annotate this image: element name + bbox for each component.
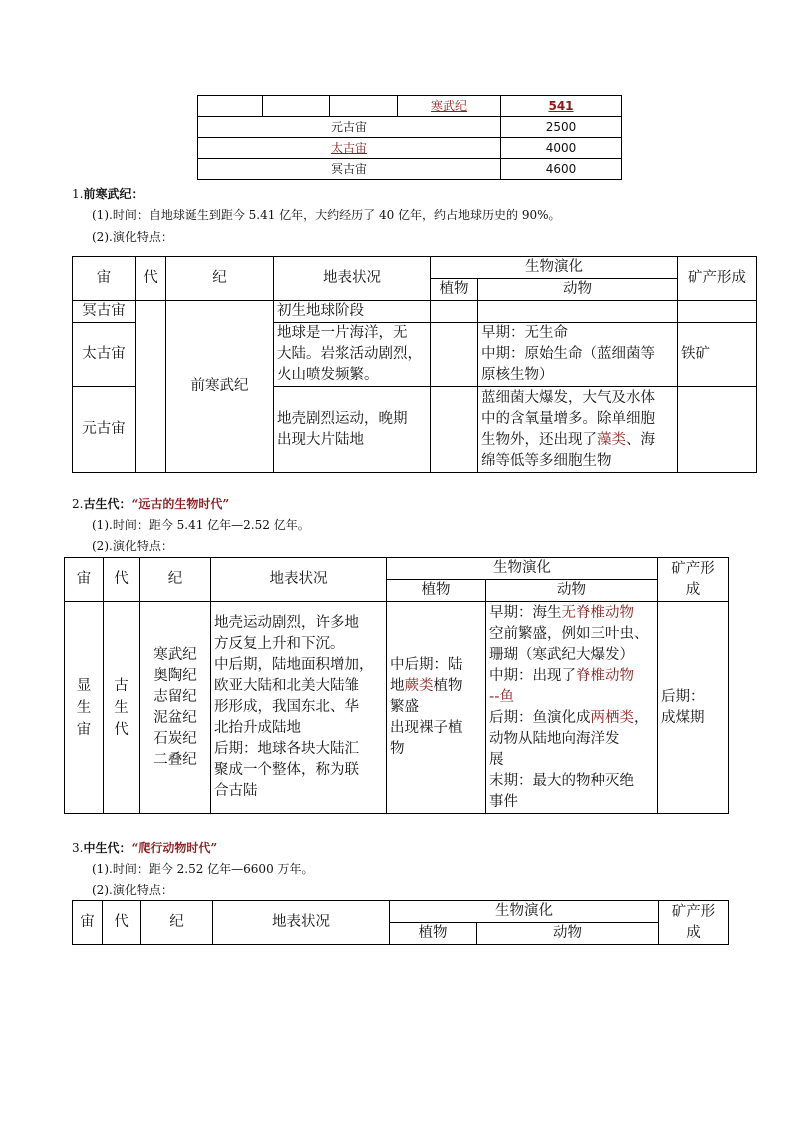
header-era: 代 (136, 257, 166, 301)
section2-features: (2).演化特点： (92, 539, 173, 553)
paleozoic-periods (140, 602, 211, 814)
era-empty (136, 301, 166, 473)
text-line: 显 (76, 677, 92, 694)
eon-hadean: 冥古宙 (198, 159, 501, 180)
text-line: 矿产形 (671, 903, 716, 920)
hadean-value: 4600 (501, 159, 622, 180)
archean-mineral: 铁矿 (678, 323, 757, 387)
header-bio: 生物演化 (390, 901, 659, 923)
period-item: 志留纪 (153, 688, 197, 705)
text-line: 蓝细菌大爆发，大气及水体 (481, 389, 655, 406)
text-line: 合古陆 (214, 783, 258, 799)
text-line: 北抬升成陆地 (214, 720, 301, 736)
period-item: 石炭纪 (153, 730, 197, 747)
header-surface: 地表状况 (213, 901, 390, 945)
text-line: 古 (114, 677, 129, 694)
text-line: 矿产形 (671, 560, 715, 577)
eon-archean: 太古宙 (73, 323, 136, 387)
hadean-surface: 初生地球阶段 (274, 301, 431, 323)
text-line: 中的含氧量增多。除单细胞 (481, 410, 655, 427)
paleozoic-surface (211, 602, 387, 814)
paleozoic-animals (486, 602, 658, 814)
empty-cell (263, 96, 330, 117)
era-paleozoic (104, 602, 140, 814)
text-line: 展 (489, 751, 504, 768)
section1-time: (1).时间：自地球诞生到距今 5.41 亿年，大约经历了 40 亿年，约占地球历史的 90%。 (92, 208, 561, 222)
section2-time: (1).时间：距今 5.41 亿年—2.52 亿年。 (92, 518, 310, 532)
proterozoic-animals (478, 387, 678, 473)
archean-plants (431, 323, 478, 387)
hadean-plants (431, 301, 478, 323)
text-span: 生物外，还出现了 (481, 431, 597, 448)
header-eon: 宙 (65, 558, 104, 602)
text-line: 繁盛 (390, 699, 419, 715)
section1-features: (2).演化特点： (92, 230, 173, 244)
section2-heading (72, 496, 229, 512)
mesozoic-table (72, 900, 729, 945)
empty-cell (198, 96, 263, 117)
period-precambrian: 前寒武纪 (166, 301, 274, 473)
header-era: 代 (104, 558, 140, 602)
text-span: 地 (390, 678, 405, 694)
section2-number: 2. (72, 497, 84, 511)
text-span: 后期：鱼演化成 (489, 709, 591, 726)
header-era: 代 (103, 901, 141, 945)
text-line: 中后期，陆地面积增加， (214, 657, 374, 673)
period-item: 寒武纪 (153, 646, 197, 663)
header-period: 纪 (141, 901, 213, 945)
section1-heading (72, 186, 143, 202)
section3-quote: “爬行动物时代” (131, 841, 218, 855)
text-line: 生 (76, 699, 92, 716)
highlight-amphibians: 两栖类 (590, 709, 634, 726)
text-line: 大陆。岩浆活动剧烈， (277, 346, 422, 362)
eon-phanerozoic (65, 602, 104, 814)
header-period: 纪 (140, 558, 211, 602)
header-bio: 生物演化 (431, 257, 678, 279)
period-item: 泥盆纪 (153, 709, 197, 726)
eon-archean: 太古宙 (198, 138, 501, 159)
text-line: 地球是一片海洋，无 (277, 325, 408, 341)
text-line: 成煤期 (661, 709, 705, 726)
section3-heading (72, 840, 217, 856)
header-surface: 地表状况 (211, 558, 387, 602)
proterozoic-value: 2500 (501, 117, 622, 138)
header-mineral (658, 558, 729, 602)
text-line: 地壳运动剧烈，许多地 (214, 615, 359, 631)
text-line (489, 666, 654, 687)
text-line: 绵等低等多细胞生物 (481, 452, 612, 469)
text-line: 中期：原始生命（蓝细菌等 (481, 346, 655, 362)
highlight-vertebrates: 脊椎动物 (576, 667, 634, 684)
section3-features: (2).演化特点： (92, 883, 173, 897)
section3-number: 3. (72, 841, 84, 855)
header-eon: 宙 (73, 901, 103, 945)
text-line (489, 708, 654, 729)
archean-animals (478, 323, 678, 387)
period-item: 二叠纪 (153, 751, 197, 768)
text-line: 末期：最大的物种灭绝 (489, 772, 634, 789)
text-line: 空前繁盛，例如三叶虫、 (489, 625, 649, 642)
highlight-invertebrates: 无脊椎动物 (561, 604, 634, 621)
header-surface: 地表状况 (274, 257, 431, 301)
text-line: 成 (685, 581, 701, 598)
header-mineral (659, 901, 729, 945)
text-line: 事件 (489, 793, 518, 810)
header-animals: 动物 (478, 279, 678, 301)
paleozoic-mineral (658, 602, 729, 814)
text-span: 、海 (626, 431, 655, 448)
text-line: 宙 (76, 721, 92, 738)
highlight-fish: --鱼 (489, 688, 514, 705)
proterozoic-mineral (678, 387, 757, 473)
text-line: 珊瑚（寒武纪大爆发） (489, 646, 634, 663)
highlight-algae: 藻类 (597, 431, 626, 448)
text-line: 原核生物） (481, 367, 554, 383)
header-bio: 生物演化 (387, 558, 658, 580)
paleozoic-plants (387, 602, 486, 814)
text-line: 生 (114, 699, 129, 716)
section3-time: (1).时间：距今 2.52 亿年—6600 万年。 (92, 862, 314, 876)
archean-surface (274, 323, 431, 387)
text-span: 早期：海生 (489, 604, 562, 621)
text-line: 成 (686, 924, 701, 941)
text-line: 出现裸子植 (390, 720, 463, 736)
header-plants: 植物 (431, 279, 478, 301)
header-eon: 宙 (73, 257, 136, 301)
section2-quote: “远古的生物时代” (131, 497, 230, 511)
text-span: 植物 (433, 678, 463, 694)
proterozoic-plants (431, 387, 478, 473)
text-line (390, 676, 482, 697)
header-plants: 植物 (390, 923, 477, 945)
hadean-animals (478, 301, 678, 323)
text-line: 物 (390, 741, 405, 757)
paleozoic-table (64, 557, 729, 814)
text-line: 中后期：陆 (390, 657, 463, 673)
text-line: 动物从陆地向海洋发 (489, 730, 620, 747)
section3-title: 中生代： (83, 841, 132, 855)
text-line: 后期：地球各块大陆汇 (214, 741, 359, 757)
cambrian-value: 541 (501, 96, 622, 117)
text-line: 后期： (661, 688, 705, 705)
text-line: 出现大片陆地 (277, 431, 364, 448)
text-line: 早期：无生命 (481, 325, 568, 341)
archean-value: 4000 (501, 138, 622, 159)
period-cambrian: 寒武纪 (398, 96, 501, 117)
text-line (489, 603, 654, 624)
header-animals: 动物 (486, 580, 658, 602)
eon-proterozoic: 元古宙 (73, 387, 136, 473)
text-span: 中期：出现了 (489, 667, 576, 684)
header-animals: 动物 (477, 923, 659, 945)
section1-title: 前寒武纪： (83, 187, 144, 201)
text-line: 欧亚大陆和北美大陆雏 (214, 678, 359, 694)
header-plants: 植物 (387, 580, 486, 602)
highlight-ferns: 蕨类 (404, 678, 434, 694)
empty-cell (330, 96, 398, 117)
precambrian-table (72, 256, 757, 473)
period-item: 奥陶纪 (153, 667, 197, 684)
eon-proterozoic: 元古宙 (198, 117, 501, 138)
text-line: 方反复上升和下沉。 (214, 636, 345, 652)
section2-title: 古生代： (83, 497, 132, 511)
section1-number: 1. (72, 187, 84, 201)
text-line (481, 430, 674, 451)
text-line: 代 (114, 721, 129, 738)
era-timeline-table (197, 95, 622, 180)
text-line: 形形成，我国东北、华 (214, 699, 359, 715)
proterozoic-surface (274, 387, 431, 473)
text-line: 聚成一个整体，称为联 (214, 762, 359, 778)
eon-hadean: 冥古宙 (73, 301, 136, 323)
header-period: 纪 (166, 257, 274, 301)
hadean-mineral (678, 301, 757, 323)
text-line: 地壳剧烈运动，晚期 (277, 410, 408, 427)
header-mineral: 矿产形成 (678, 257, 757, 301)
text-line: 火山喷发频繁。 (277, 367, 379, 383)
text-span: ， (634, 709, 649, 726)
